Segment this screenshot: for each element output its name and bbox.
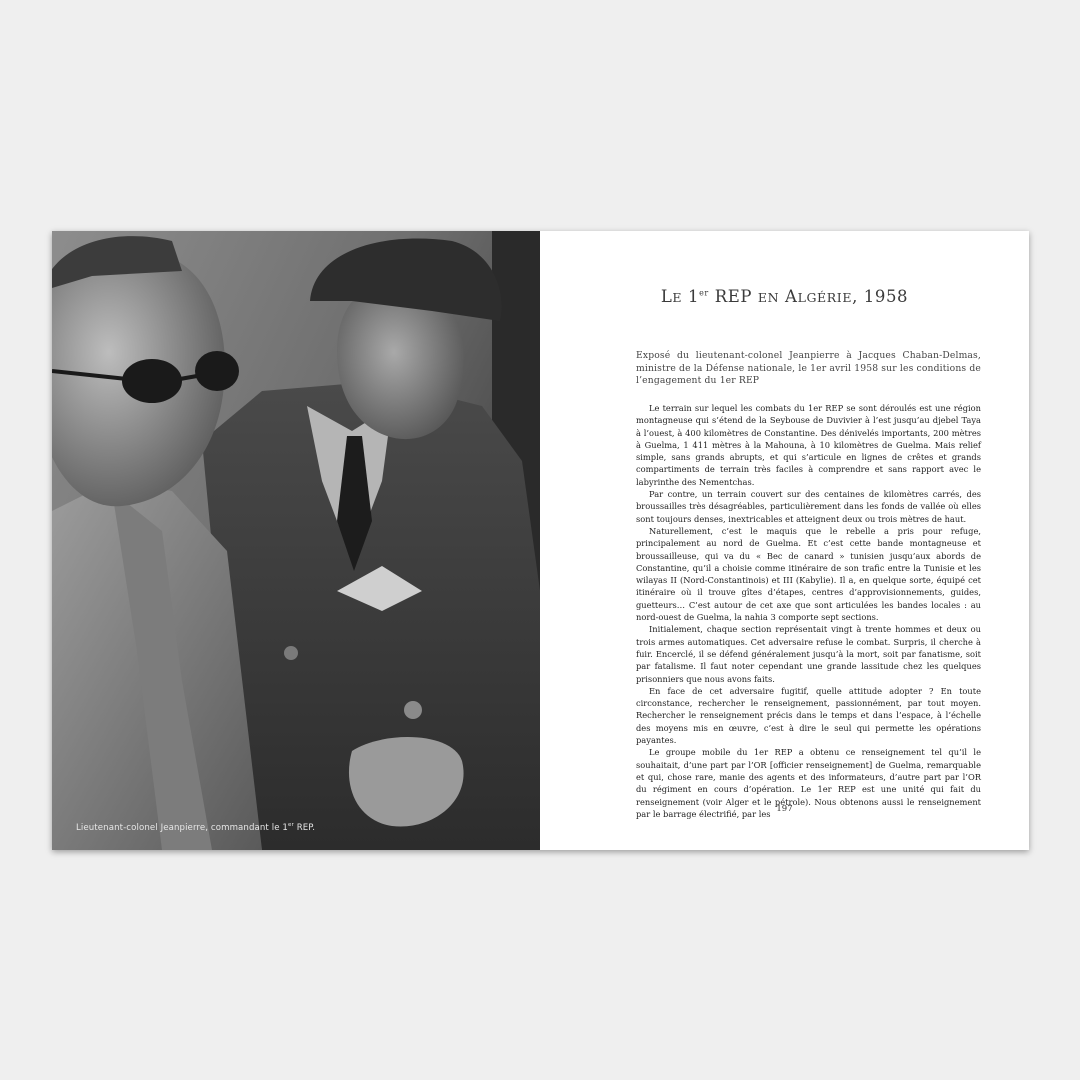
paragraph: En face de cet adversaire fugitif, quelle attitude adopter ? En toute circonstance, rechercher le renseignement, passionnément, par tout moyen. Rechercher le renseignement précis dans le temps et dans l’espace, à l’échelle des moyens mis en œuvre, c’est à dire le seul qui permette les opérations payantes. [636,685,981,746]
text-page [540,231,1029,850]
book-spread [52,231,1029,850]
chapter-subtitle [636,350,981,388]
black-and-white-photo [52,231,540,850]
paragraph: Par contre, un terrain couvert sur des centaines de kilomètres carrés, des broussailles très désagréables, particulièrement dans les fonds de vallée où elles sont toujours denses, inextricables et atteignent deux ou trois mètres de haut. [636,489,981,524]
page-number: 197 [776,804,793,814]
paragraph: Le terrain sur lequel les combats du 1er REP se sont déroulés est une région montagneuse qui s’étend de la Seybouse de Duvivier à l’est jusqu’au djebel Taya à l’ouest, à 400 kilomètres de Constantine. Des dénivelés importants, 200 mètres à Guelma, 1 411 mètres à la Mahouna, à 10 kilomètres de Guelma. Mais relief simple, sans grands abrupts, et qui s’articule en lignes de crêtes et grands compartiments de terrain très faciles à comprendre et sans rapport avec le labyrinthe des Nementchas. [636,403,981,487]
paragraph: Initialement, chaque section représentait vingt à trente hommes et deux ou trois armes automatiques. Cet adversaire refuse le combat. Surpris, il cherche à fuir. Encerclé, il se défend généralement jusqu’à la mort, soit par fanatisme, soit par fatalisme. Il faut noter cependant une grande lassitude chez les quelques prisonniers que nous avons faits. [636,624,981,684]
photo-caption: Lieutenant-colonel Jeanpierre, commandant le 1er REP. [76,822,316,833]
chapter-title: LE 1er REP EN ALGÉRIE, 1958 [660,287,909,306]
paragraph: Le groupe mobile du 1er REP a obtenu ce renseignement tel qu’il le souhaitait, d’une part par l’OR [officier renseignement] de Guelma, remarquable et qui, chose rare, manie des agents et des informateurs, d’autre part par l’OR du régiment en cours d’opération. Le 1er REP est une unité qui fait du renseignement (voir Alger et le pétrole). Nous obtenons aussi le renseignement par le barrage électrifié, par les [636,747,981,819]
photo-page [52,231,540,850]
chapter-subtitle-text: Exposé du lieutenant-colonel Jeanpierre à Jacques Chaban-Delmas, ministre de la Défense nationale, le 1er avril 1958 sur les conditions de l’engagement du 1er REP [636,350,981,387]
body-text [636,402,981,820]
paragraph: Naturellement, c’est le maquis que le rebelle a pris pour refuge, principalement au nord de Guelma. Et c’est cette bande montagneuse et broussailleuse, qui va du « Bec de canard » tunisien jusqu’aux abords de Constantine, qu’il a choisie comme itinéraire de son trafic entre la Tunisie et les wilayas II (Nord-Constantinois) et III (Kabylie). Il a, en quelque sorte, équipé cet itinéraire où il trouve gîtes d’étapes, centres d’approvisionnements, guides, guetteurs… C’est autour de cet axe que sont articulées les bandes locales : au nord-ouest de Guelma, la nahia 3 comporte sept sections. [636,525,981,623]
